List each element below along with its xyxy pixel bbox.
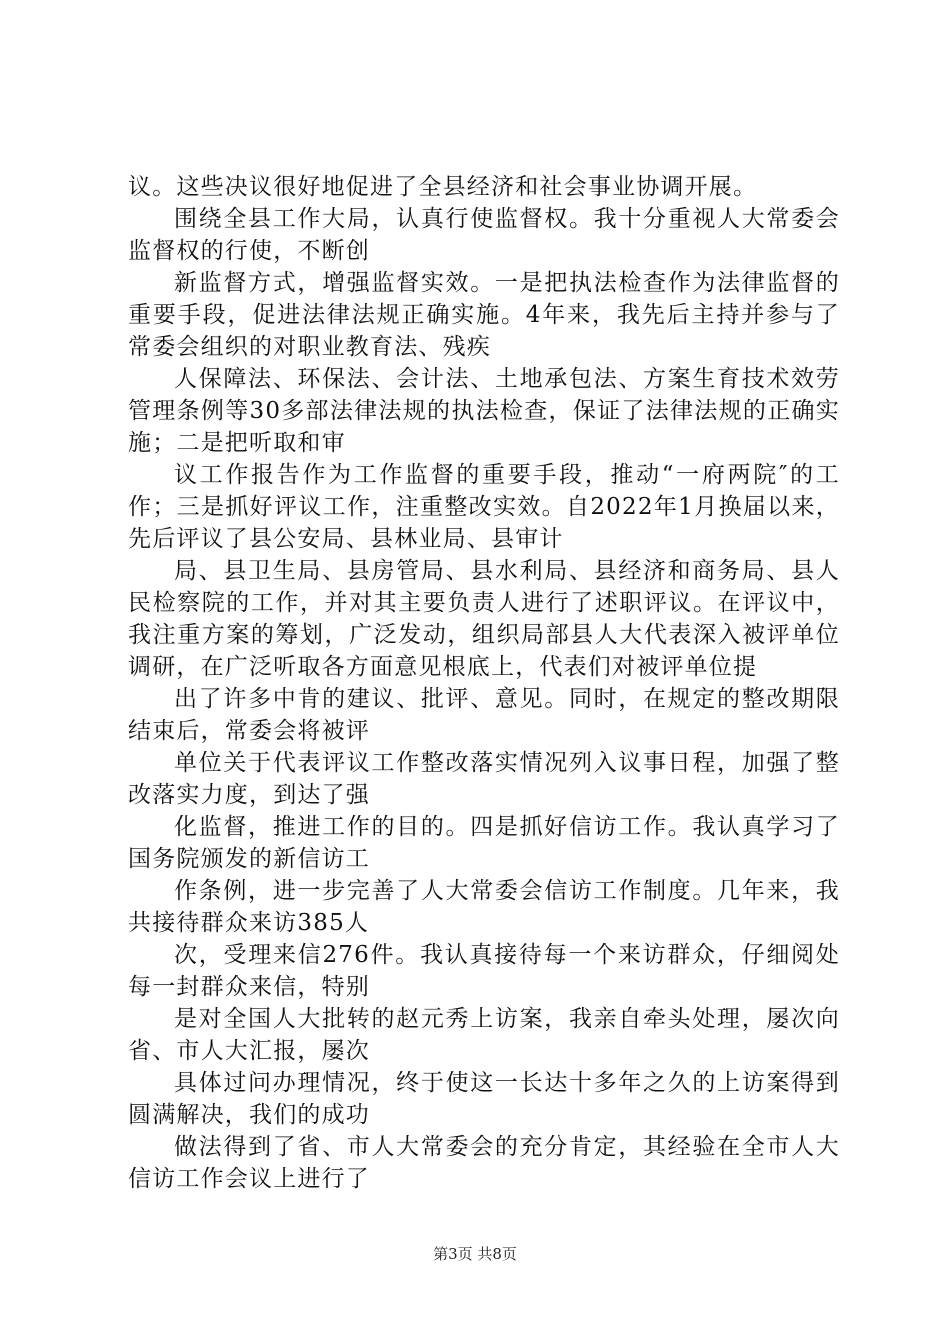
page-number-footer: 第3页 共8页 <box>433 1245 517 1263</box>
paragraph-10: 作条例，进一步完善了人大常委会信访工作制度。几年来，我共接待群众来访385人 <box>128 878 840 936</box>
paragraph-5: 议工作报告作为工作监督的重要手段，推动“一府两院″的工作；三是抓好评议工作，注重整改实效。自2022年1月换届以来，先后评议了县公安局、县林业局、县审计 <box>128 462 840 552</box>
paragraph-4: 人保障法、环保法、会计法、土地承包法、方案生育技术效劳管理条例等30多部法律法规的执法检查，保证了法律法规的正确实施；二是把听取和审 <box>128 366 840 456</box>
paragraph-2: 围绕全县工作大局，认真行使监督权。我十分重视人大常委会监督权的行使，不断创 <box>128 206 840 264</box>
paragraph-7: 出了许多中肯的建议、批评、意见。同时，在规定的整改期限结束后，常委会将被评 <box>128 686 840 744</box>
paragraph-13: 具体过问办理情况，终于使这一长达十多年之久的上访案得到圆满解决，我们的成功 <box>128 1070 840 1128</box>
document-body <box>128 171 840 1195</box>
paragraph-8: 单位关于代表评议工作整改落实情况列入议事日程，加强了整改落实力度，到达了强 <box>128 750 840 808</box>
paragraph-12: 是对全国人大批转的赵元秀上访案，我亲自牵头处理，屡次向省、市人大汇报，屡次 <box>128 1006 840 1064</box>
paragraph-14: 做法得到了省、市人大常委会的充分肯定，其经验在全市人大信访工作会议上进行了 <box>128 1134 840 1192</box>
paragraph-11: 次，受理来信276件。我认真接待每一个来访群众，仔细阅处每一封群众来信，特别 <box>128 942 840 1000</box>
paragraph-9: 化监督，推进工作的目的。四是抓好信访工作。我认真学习了国务院颁发的新信访工 <box>128 814 840 872</box>
paragraph-3: 新监督方式，增强监督实效。一是把执法检查作为法律监督的重要手段，促进法律法规正确实施。4年来，我先后主持并参与了常委会组织的对职业教育法、残疾 <box>128 270 840 360</box>
paragraph-6: 局、县卫生局、县房管局、县水利局、县经济和商务局、县人民检察院的工作，并对其主要负责人进行了述职评议。在评议中，我注重方案的筹划，广泛发动，组织局部县人大代表深入被评单位调研，在广泛听取各方面意见根底上，代表们对被评单位提 <box>128 558 840 680</box>
paragraph-1: 议。这些决议很好地促进了全县经济和社会事业协调开展。 <box>128 174 758 200</box>
